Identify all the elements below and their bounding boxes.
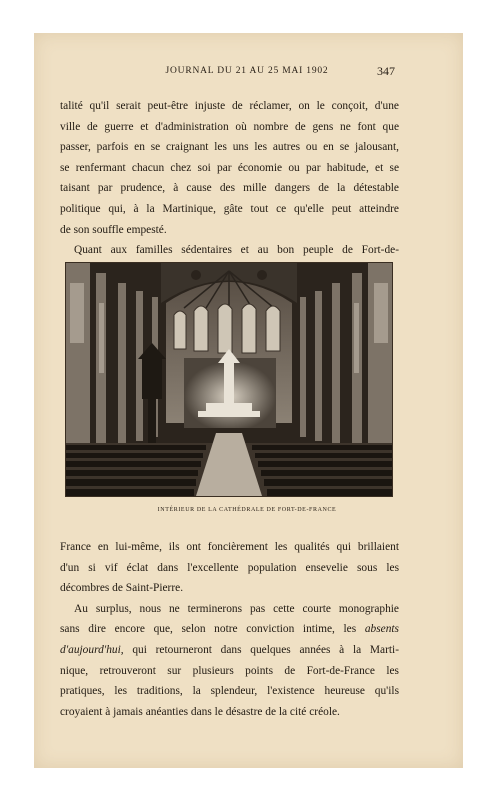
- text-line: politique qui, à la Martinique, gâte tout ce qu'elle peut atteindre: [60, 202, 399, 215]
- text-line: de son souffle empesté.: [60, 223, 167, 236]
- text-line: passer, parfois en se craignant les uns les autres ou en se jalousant,: [60, 141, 399, 154]
- page-header: [0, 66, 494, 80]
- italic-fragment: d'aujourd'hui,: [60, 643, 124, 656]
- figure-caption: INTÉRIEUR DE LA CATHÉDRALE DE FORT-DE-FRANCE: [157, 507, 337, 513]
- text-fragment: qui retourneront dans quelques années à la Marti-: [132, 643, 399, 656]
- text-line: taisant par prudence, à cause des mille dangers de la détestable: [60, 182, 399, 195]
- text-line: se renfermant chacun chez soi par économie ou par habitude, et se: [60, 161, 399, 174]
- running-title: JOURNAL DU 21 AU 25 MAI 1902: [165, 66, 329, 76]
- text-line: talité qu'il serait peut-être injuste de réclamer, on le conçoit, d'une: [60, 100, 399, 112]
- paragraph-bottom: [60, 537, 399, 722]
- cathedral-interior-illustration: [66, 263, 392, 496]
- text-line: [60, 640, 399, 661]
- text-line: pratiques, les traditions, la splendeur, l'existence heureuse qu'ils: [60, 685, 399, 698]
- italic-fragment: absents: [364, 623, 399, 636]
- text-line: nique, retrouveront sur plusieurs points de Fort-de-France les: [60, 664, 399, 677]
- text-line: Quant aux familles sédentaires et au bon peuple de Fort-de-: [74, 244, 399, 257]
- text-line: d'un si vif éclat dans l'excellente population ensevelie sous les: [60, 561, 399, 574]
- paragraph-top: [60, 96, 399, 261]
- text-line: Au surplus, nous ne terminerons pas cette courte monographie: [74, 602, 399, 615]
- text-line: ville de guerre et d'administration où nombre de gens ne font que: [60, 120, 399, 133]
- page-number: 347: [377, 64, 395, 78]
- text-line: décombres de Saint-Pierre.: [60, 582, 184, 595]
- text-line: [60, 619, 399, 640]
- text-line: croyaient à jamais anéanties dans le désastre de la cité créole.: [60, 705, 340, 718]
- text-line: France en lui-même, ils ont foncièrement les qualités qui brillaient: [60, 541, 399, 553]
- cathedral-photograph: [65, 262, 393, 497]
- text-fragment: sans dire encore que, selon notre conviction intime, les: [60, 623, 357, 636]
